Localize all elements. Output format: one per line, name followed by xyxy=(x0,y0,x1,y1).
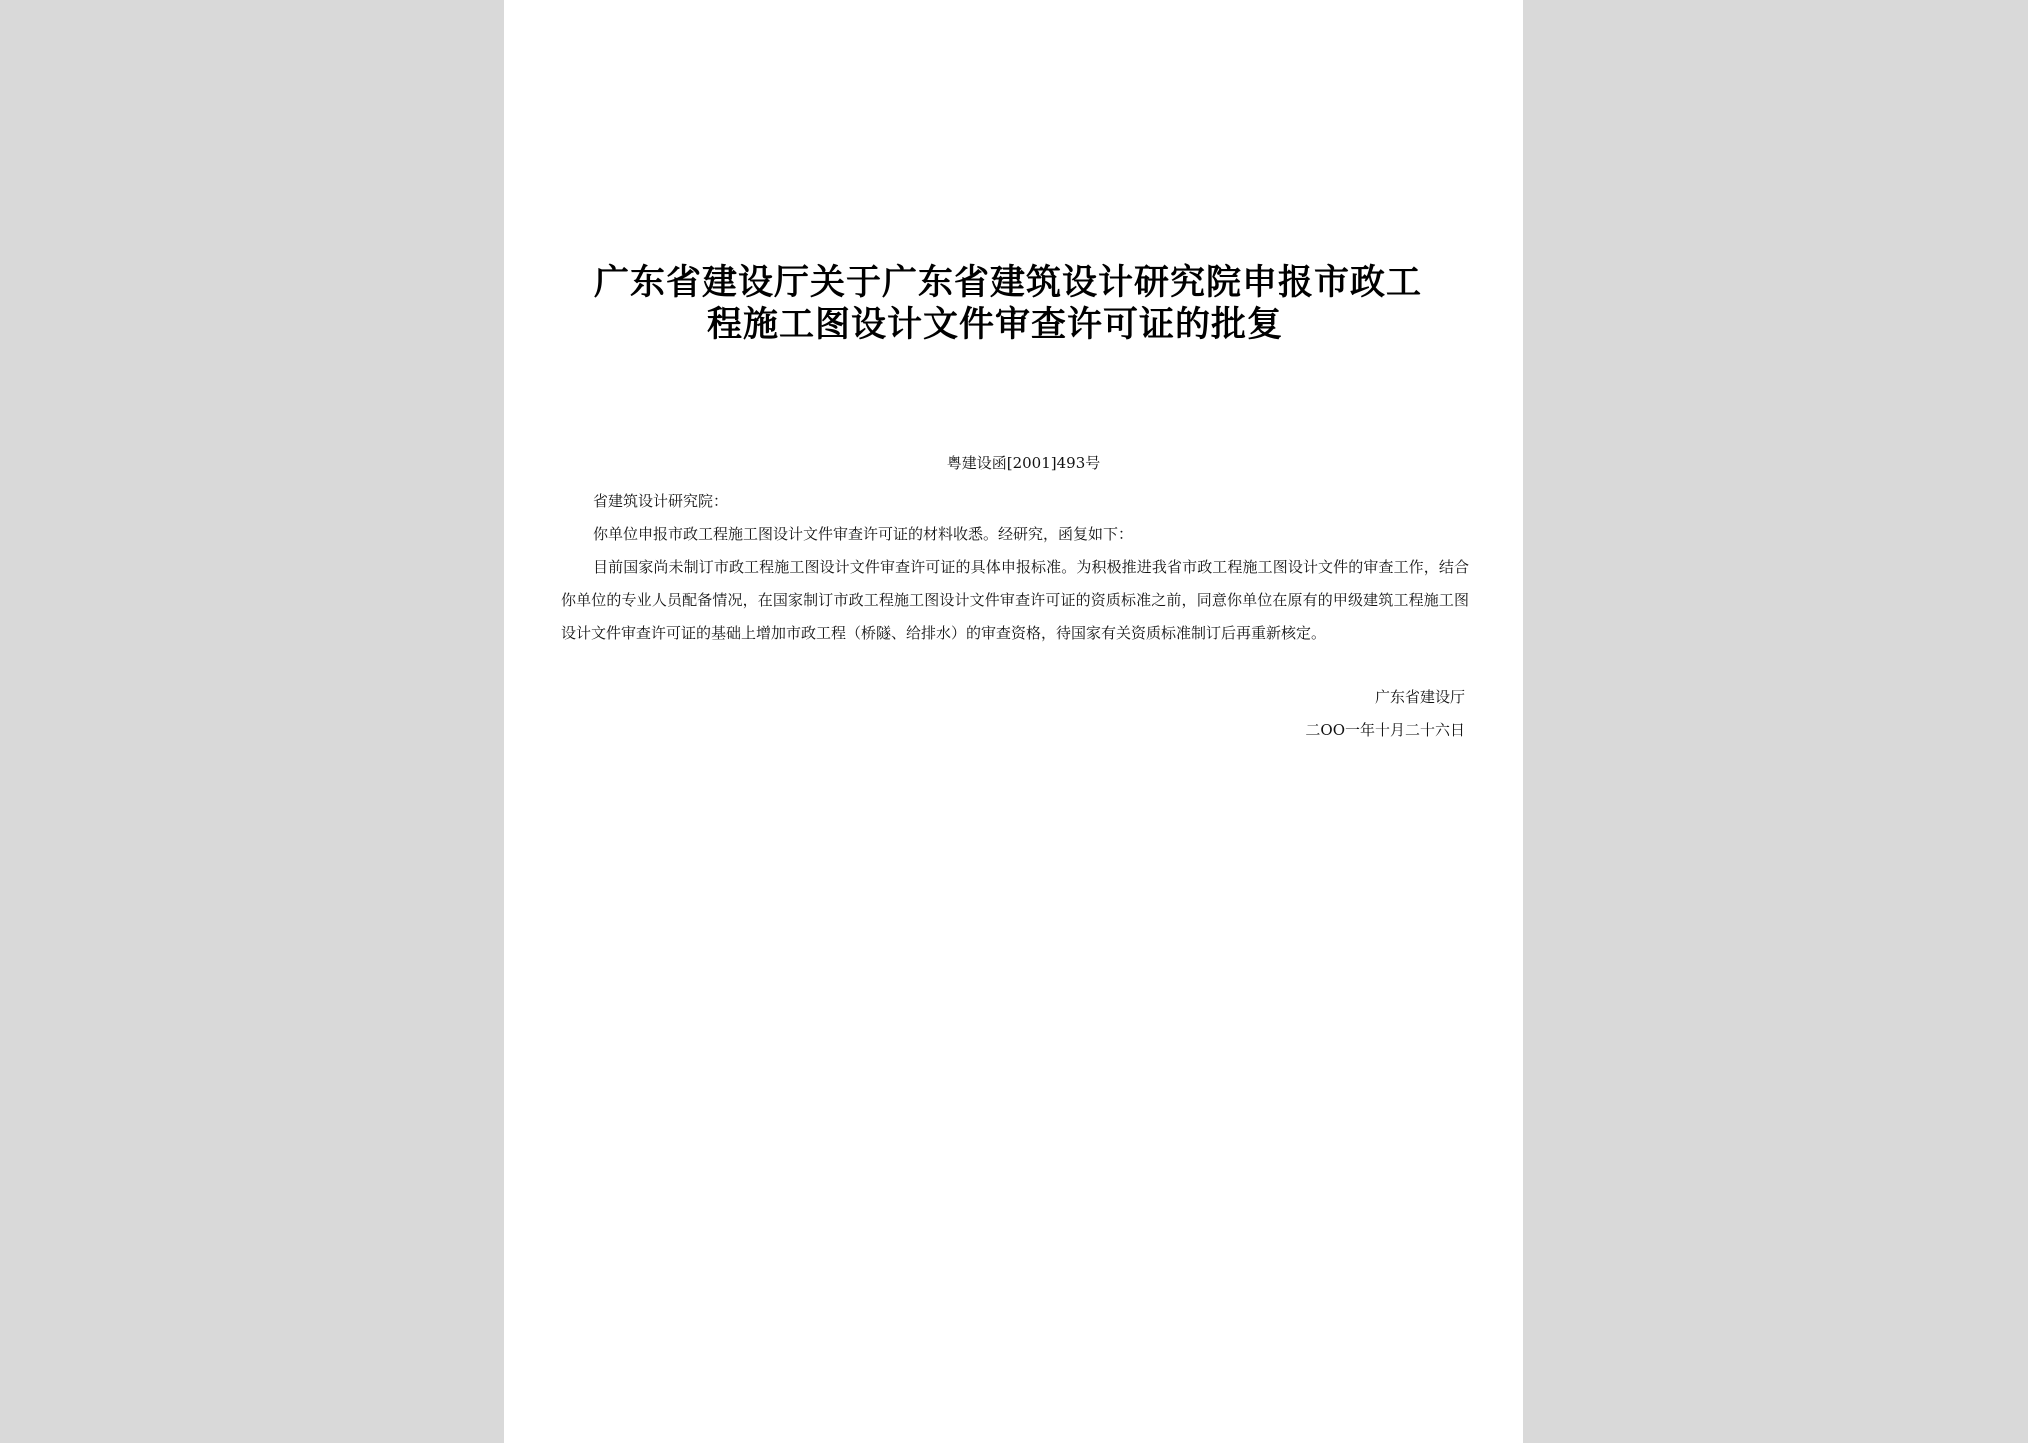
paragraph-2: 目前国家尚未制订市政工程施工图设计文件审查许可证的具体申报标准。为积极推进我省市政工程施工图设计文件的审查工作，结合你单位的专业人员配备情况，在国家制订市政工程施工图设计文件审查许可证的资质标准之前，同意你单位在原有的甲级建筑工程施工图设计文件审查许可证的基础上增加市政工程（桥隧、给排水）的审查资格，待国家有关资质标准制订后再重新核定。 xyxy=(561,558,1469,642)
issue-date: 二OO一年十月二十六日 xyxy=(1305,721,1465,739)
salutation: 省建筑设计研究院： xyxy=(593,492,729,510)
document-title xyxy=(594,262,1444,346)
title-line-1: 广东省建设厅关于广东省建筑设计研究院申报市政工 xyxy=(594,263,1423,303)
signature-block xyxy=(1305,681,1465,747)
paragraph-1: 你单位申报市政工程施工图设计文件审查许可证的材料收悉。经研究，函复如下： xyxy=(593,525,1134,543)
document-number: 粤建设函[2001]493号 xyxy=(946,454,1101,472)
document-body xyxy=(561,485,1469,650)
document-page xyxy=(504,0,1523,1443)
signer: 广东省建设厅 xyxy=(1374,688,1465,706)
title-line-2: 程施工图设计文件审查许可证的批复 xyxy=(707,305,1284,345)
